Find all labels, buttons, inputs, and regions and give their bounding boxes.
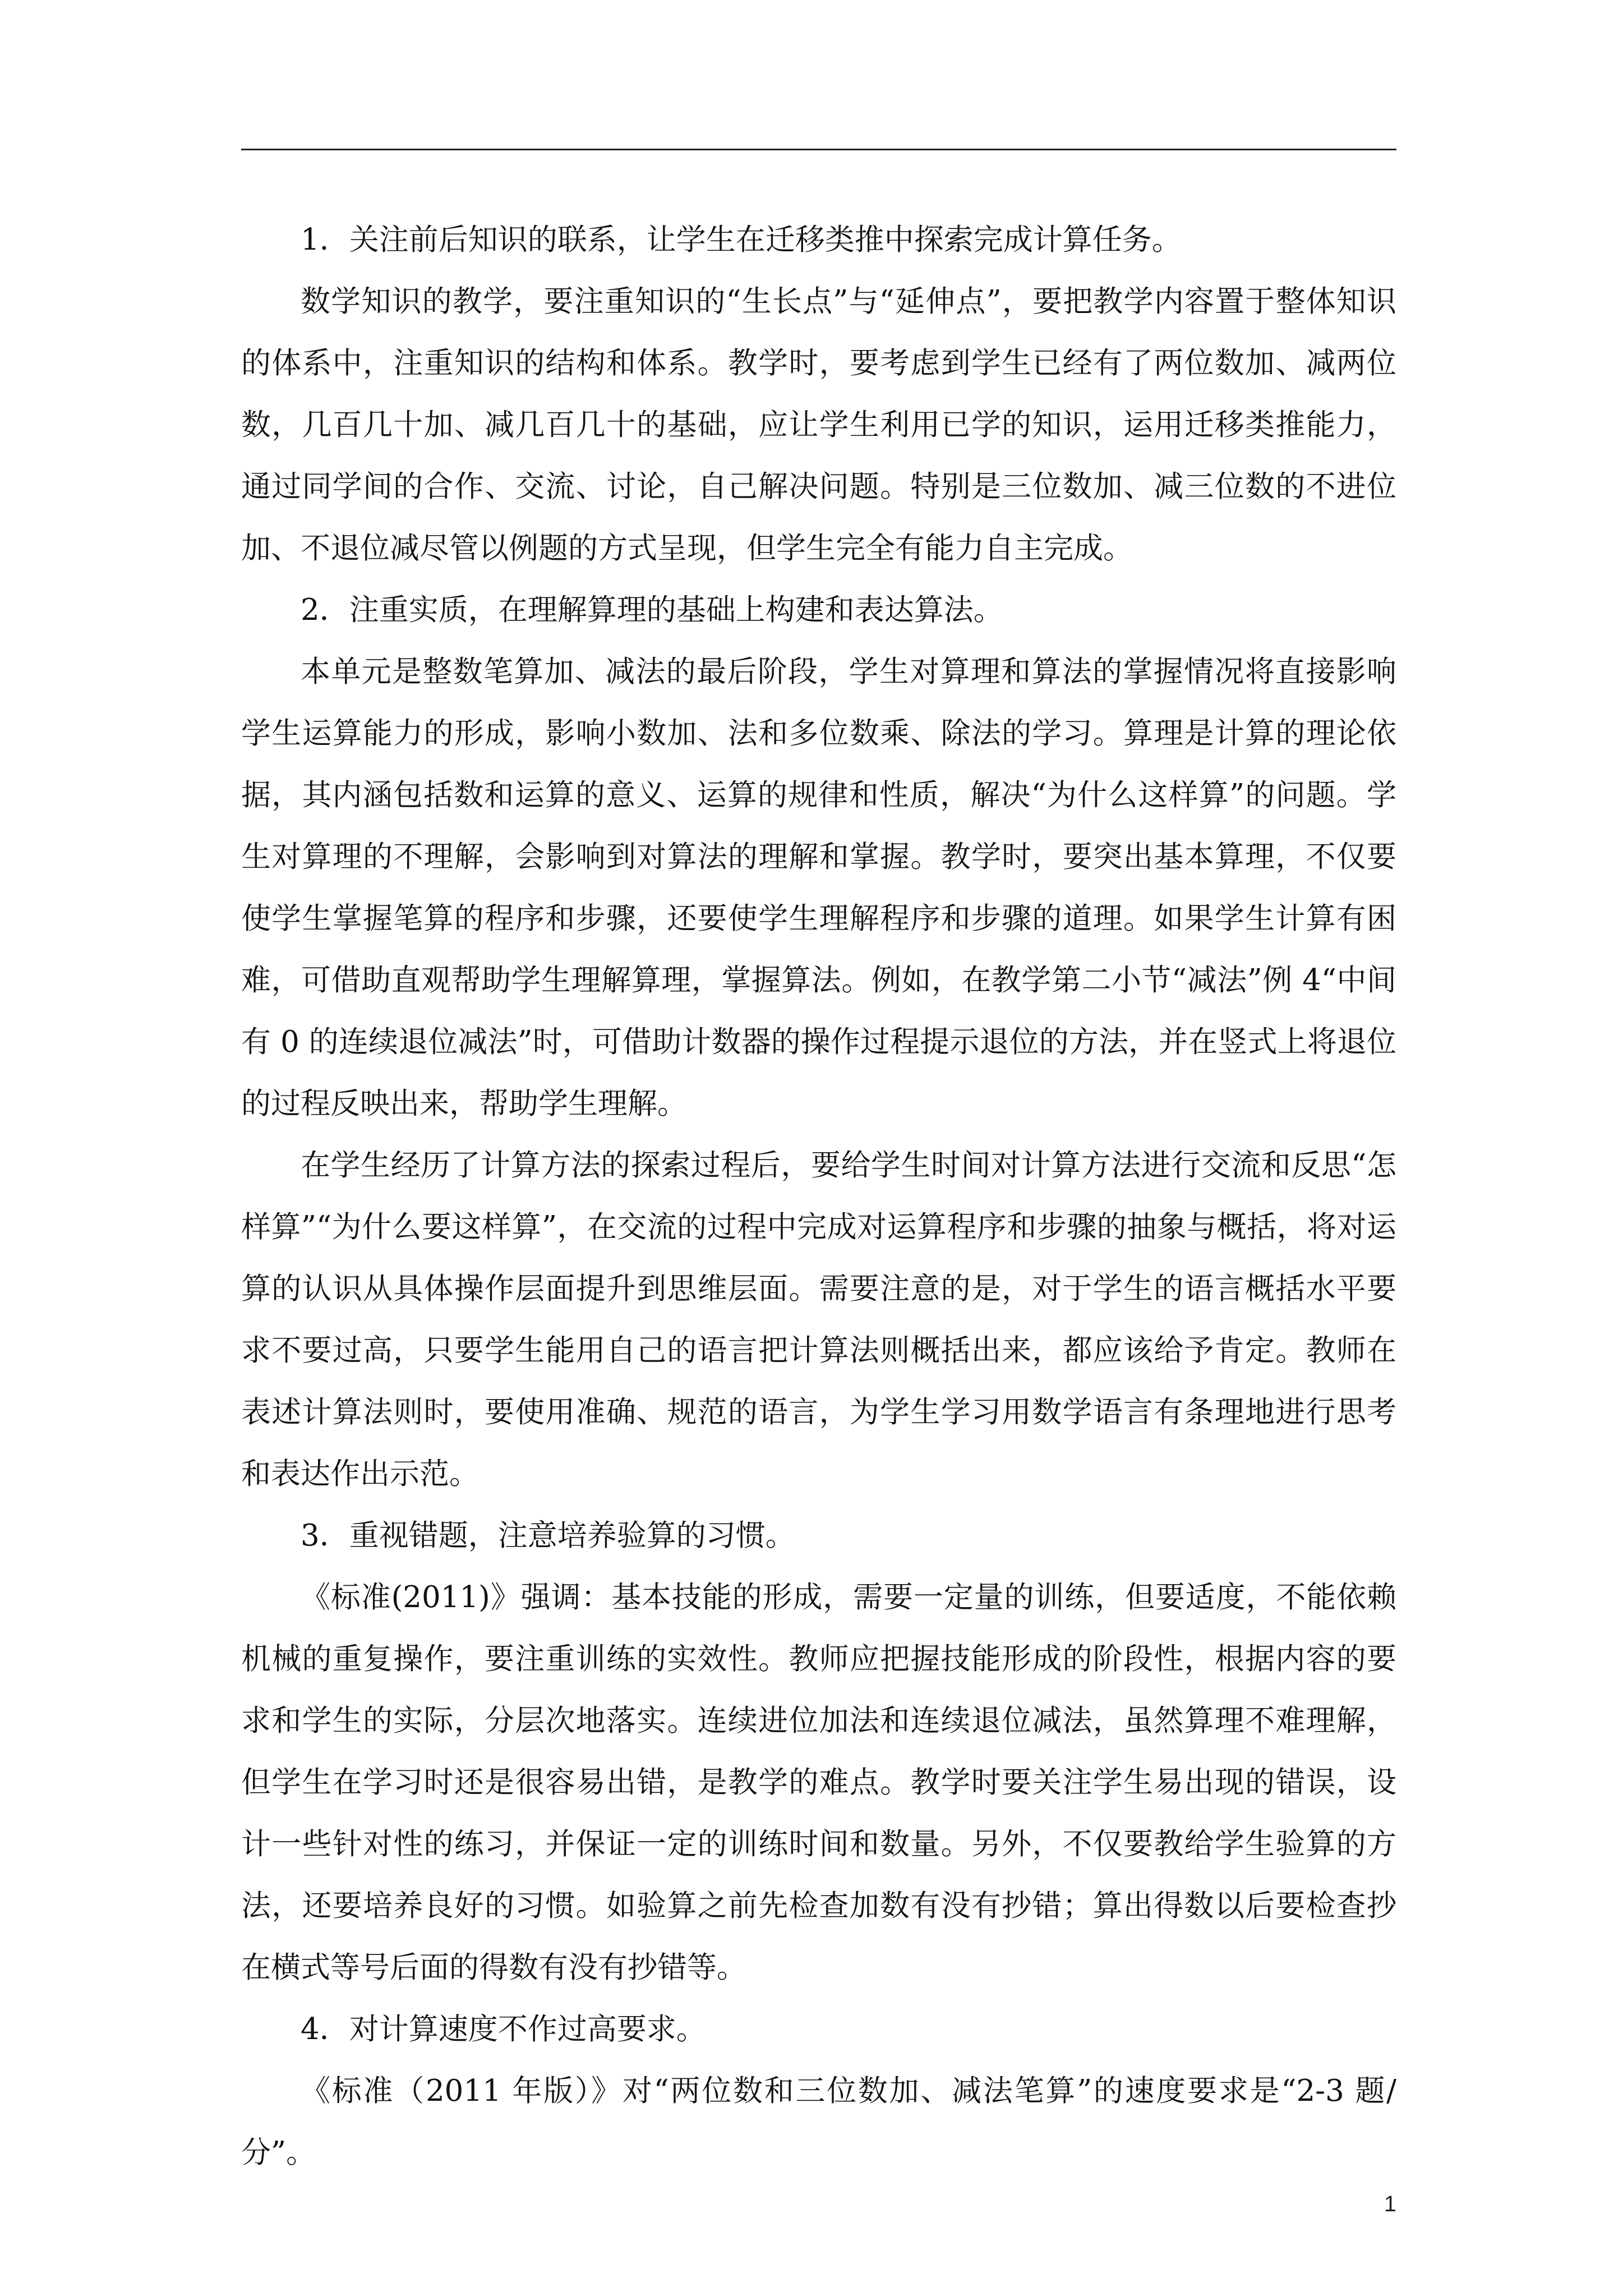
document-body: [241, 209, 1396, 2184]
section-heading-2: 2．注重实质，在理解算理的基础上构建和表达算法。: [301, 593, 1003, 627]
paragraph: 数学知识的教学，要注重知识的“生长点”与“延伸点”，要把教学内容置于整体知识的体系中，注重知识的结构和体系。教学时，要考虑到学生已经有了两位数加、减两位数，几百几十加、减几百几十的基础，应让学生利用已学的知识，运用迁移类推能力，通过同学间的合作、交流、讨论，自己解决问题。特别是三位数加、减三位数的不进位加、不退位减尽管以例题的方式呈现，但学生完全有能力自主完成。: [241, 284, 1396, 565]
paragraph: 《标准（2011 年版）》对“两位数和三位数加、减法笔算”的速度要求是“2-3 题/分”。: [241, 2074, 1396, 2170]
paragraph: 在学生经历了计算方法的探索过程后，要给学生时间对计算方法进行交流和反思“怎样算”“为什么要这样算”，在交流的过程中完成对运算程序和步骤的抽象与概括，将对运算的认识从具体操作层面提升到思维层面。需要注意的是，对于学生的语言概括水平要求不要过高，只要学生能用自己的语言把计算法则概括出来，都应该给予肯定。教师在表述计算法则时，要使用准确、规范的语言，为学生学习用数学语言有条理地进行思考和表达作出示范。: [241, 1148, 1396, 1491]
section-heading-3: 3．重视错题，注意培养验算的习惯。: [301, 1519, 795, 1553]
paragraph: 《标准(2011)》强调：基本技能的形成，需要一定量的训练，但要适度，不能依赖机械的重复操作，要注重训练的实效性。教师应把握技能形成的阶段性，根据内容的要求和学生的实际，分层次地落实。连续进位加法和连续退位减法，虽然算理不难理解，但学生在学习时还是很容易出错，是教学的难点。教学时要关注学生易出现的错误，设计一些针对性的练习，并保证一定的训练时间和数量。另外，不仅要教给学生验算的方法，还要培养良好的习惯。如验算之前先检查加数有没有抄错；算出得数以后要检查抄在横式等号后面的得数有没有抄错等。: [241, 1580, 1396, 1985]
page-number: 1: [1384, 2192, 1396, 2216]
section-heading-4: 4．对计算速度不作过高要求。: [301, 2012, 706, 2046]
paragraph: 本单元是整数笔算加、减法的最后阶段，学生对算理和算法的掌握情况将直接影响学生运算能力的形成，影响小数加、法和多位数乘、除法的学习。算理是计算的理论依据，其内涵包括数和运算的意义、运算的规律和性质，解决“为什么这样算”的问题。学生对算理的不理解，会影响到对算法的理解和掌握。教学时，要突出基本算理，不仅要使学生掌握笔算的程序和步骤，还要使学生理解程序和步骤的道理。如果学生计算有困难，可借助直观帮助学生理解算理，掌握算法。例如，在教学第二小节“减法”例 4“中间有 0 的连续退位减法”时，可借助计数器的操作过程提示退位的方法，并在竖式上将退位的过程反映出来，帮助学生理解。: [241, 655, 1396, 1121]
header-rule: [241, 149, 1396, 150]
section-heading-1: 1．关注前后知识的联系，让学生在迁移类推中探索完成计算任务。: [301, 223, 1182, 257]
